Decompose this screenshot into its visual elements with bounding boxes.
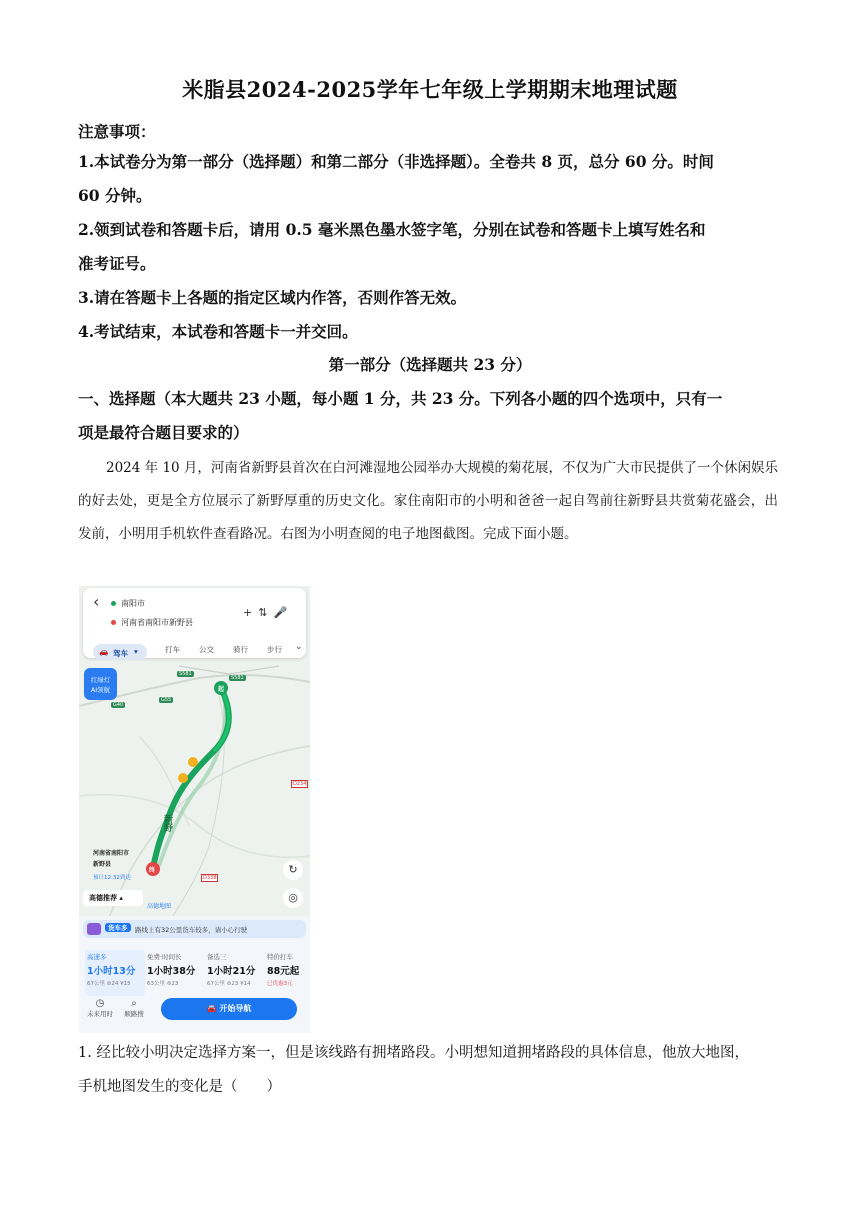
tab-drive[interactable]	[93, 644, 147, 660]
route-option-1-time: 1小时13分	[87, 966, 136, 977]
start-marker-label: 起	[218, 686, 225, 693]
road-tag-d234: D234	[293, 781, 307, 787]
ai-badge-line-1: 红绿灯	[90, 676, 111, 684]
swap-icon[interactable]: ⇅	[258, 606, 274, 619]
destination-dot-icon	[111, 620, 116, 625]
tab-bus[interactable]: 公交	[199, 645, 214, 654]
destination-field[interactable]: 河南省南阳市新野县	[121, 618, 193, 627]
part-one-heading: 第一部分（选择题共 23 分）	[328, 355, 532, 374]
transport-mode-bar	[93, 640, 308, 658]
refresh-icon[interactable]: ↻	[283, 860, 303, 880]
add-stop-icon[interactable]: +	[243, 606, 259, 619]
question-1-line-1: 1. 经比较小明决定选择方案一，但是该线路有拥堵路段。小明想知道拥堵路段的具体信息，他放大地图，	[78, 1045, 749, 1061]
truck-warning-tag: 货车多	[105, 923, 131, 932]
recommend-button[interactable]: 高德推荐 ▴	[83, 890, 143, 906]
notice-item-3: 3.请在答题卡上各题的指定区域内作答，否则作答无效。	[78, 288, 467, 307]
route-option-2-label: 免费·时间长	[147, 953, 182, 961]
notice-item-2-line-1: 2.领到试卷和答题卡后，请用 0.5 毫米黑色墨水签字笔，分别在试卷和答题卡上填写姓名和	[78, 220, 706, 239]
more-chevron-icon[interactable]: ⌄	[295, 642, 303, 652]
start-navigation-label: 开始导航	[219, 1004, 252, 1013]
recommend-label: 高德推荐	[89, 894, 117, 902]
question-1-line-2: 手机地图发生的变化是（ ）	[78, 1079, 281, 1095]
route-tools	[243, 606, 293, 619]
route-search-card	[83, 588, 306, 658]
map-app-screenshot	[79, 586, 310, 1033]
route-option-2-time: 1小时38分	[147, 966, 196, 977]
back-arrow-icon[interactable]: ‹	[93, 592, 100, 611]
road-tag-s581: S581	[179, 671, 192, 677]
ai-navigation-badge[interactable]	[84, 668, 117, 700]
route-option-2-meta: 63公里 ⊜23	[147, 981, 179, 987]
route-panel	[79, 916, 310, 1033]
truck-icon	[87, 923, 101, 935]
traffic-light-icon-2	[178, 773, 188, 783]
locate-icon[interactable]: ◎	[283, 888, 303, 908]
car-icon: 🚗	[99, 647, 109, 656]
road-tag-g40: G40	[113, 702, 124, 708]
notice-item-4: 4.考试结束，本试卷和答题卡一并交回。	[78, 322, 358, 341]
notice-item-1-line-1: 1.本试卷分为第一部分（选择题）和第二部分（非选择题）。全卷共 8 页，总分 60 分。时间	[78, 152, 714, 171]
road-tag-d338: D338	[203, 875, 217, 881]
origin-dot-icon	[111, 601, 116, 606]
exam-title: 米脂县2024-2025学年七年级上学期期末地理试题	[182, 77, 678, 102]
route-option-3-label: 备选三	[207, 953, 227, 961]
notice-heading: 注意事项：	[78, 122, 156, 141]
route-option-3-time: 1小时21分	[207, 966, 256, 977]
reading-passage	[78, 452, 778, 551]
road-tag-g55: G55	[161, 697, 172, 703]
map-destination-line-1: 河南省南阳市	[93, 850, 130, 857]
tab-taxi[interactable]: 打车	[165, 645, 180, 654]
route-option-1-label: 高速多	[87, 953, 107, 961]
brand-logo: 高德地图	[147, 903, 172, 910]
town-label: 新野	[162, 814, 172, 832]
map-destination-line-2: 新野县	[93, 861, 112, 868]
route-option-4-time: 88元起	[267, 966, 300, 977]
tab-drive-label: 驾车	[113, 649, 128, 658]
clock-icon: ◷	[95, 998, 105, 1009]
along-search-button[interactable]	[121, 998, 147, 1018]
arrival-time: 预计12:32到达	[93, 875, 131, 881]
origin-field[interactable]: 南阳市	[121, 599, 145, 608]
ai-badge-line-2: AI领航	[90, 686, 111, 694]
route-option-4-label: 特价打车	[267, 953, 293, 961]
section-one-line-1: 一、选择题（本大题共 23 小题，每小题 1 分，共 23 分。下列各小题的四个选项中，只有一	[78, 389, 723, 408]
tab-walk[interactable]: 步行	[267, 645, 282, 654]
chevron-down-icon: ▾	[134, 647, 138, 656]
route-option-1[interactable]	[85, 950, 145, 996]
route-option-1-meta: 67公里 ⊜24 ¥15	[87, 981, 131, 987]
route-option-4-meta: 已优惠3元	[267, 981, 293, 987]
route-option-3-meta: 67公里 ⊜23 ¥14	[207, 981, 251, 987]
microphone-icon[interactable]: 🎤	[273, 606, 294, 619]
route-option-3[interactable]	[205, 950, 265, 996]
end-marker-label: 终	[149, 867, 156, 874]
start-navigation-button[interactable]	[161, 998, 297, 1020]
notice-item-1-line-2: 60 分钟。	[78, 186, 152, 205]
future-time-label: 未来用时	[87, 1010, 113, 1018]
truck-warning	[83, 920, 306, 938]
search-icon: ⌕	[131, 998, 137, 1009]
section-one-line-2: 项是最符合题目要求的）	[78, 423, 249, 442]
future-time-button[interactable]	[87, 998, 113, 1018]
passage-text: 2024 年 10 月，河南省新野县首次在白河滩湿地公园举办大规模的菊花展，不仅为广大市民提供了一个休闲娱乐的好去处，更是全方位展示了新野厚重的历史文化。家住南阳市的小明和爸爸一起自驾前往新野县共赏菊花盛会，出发前，小明用手机软件查看路况。右图为小明查阅的电子地图截图。完成下面小题。	[78, 460, 778, 542]
route-option-2[interactable]	[145, 950, 205, 996]
route-option-4[interactable]	[265, 950, 309, 996]
traffic-light-icon	[188, 757, 198, 767]
truck-warning-text: 路线上有32公里货车较多，请小心行驶	[135, 926, 248, 934]
road-tag-s581-2: S581	[231, 675, 244, 681]
notice-item-2-line-2: 准考证号。	[78, 254, 156, 273]
car-icon-white: 🚘	[206, 1004, 220, 1013]
tab-bike[interactable]: 骑行	[233, 645, 248, 654]
along-search-label: 顺路搜	[124, 1010, 144, 1018]
